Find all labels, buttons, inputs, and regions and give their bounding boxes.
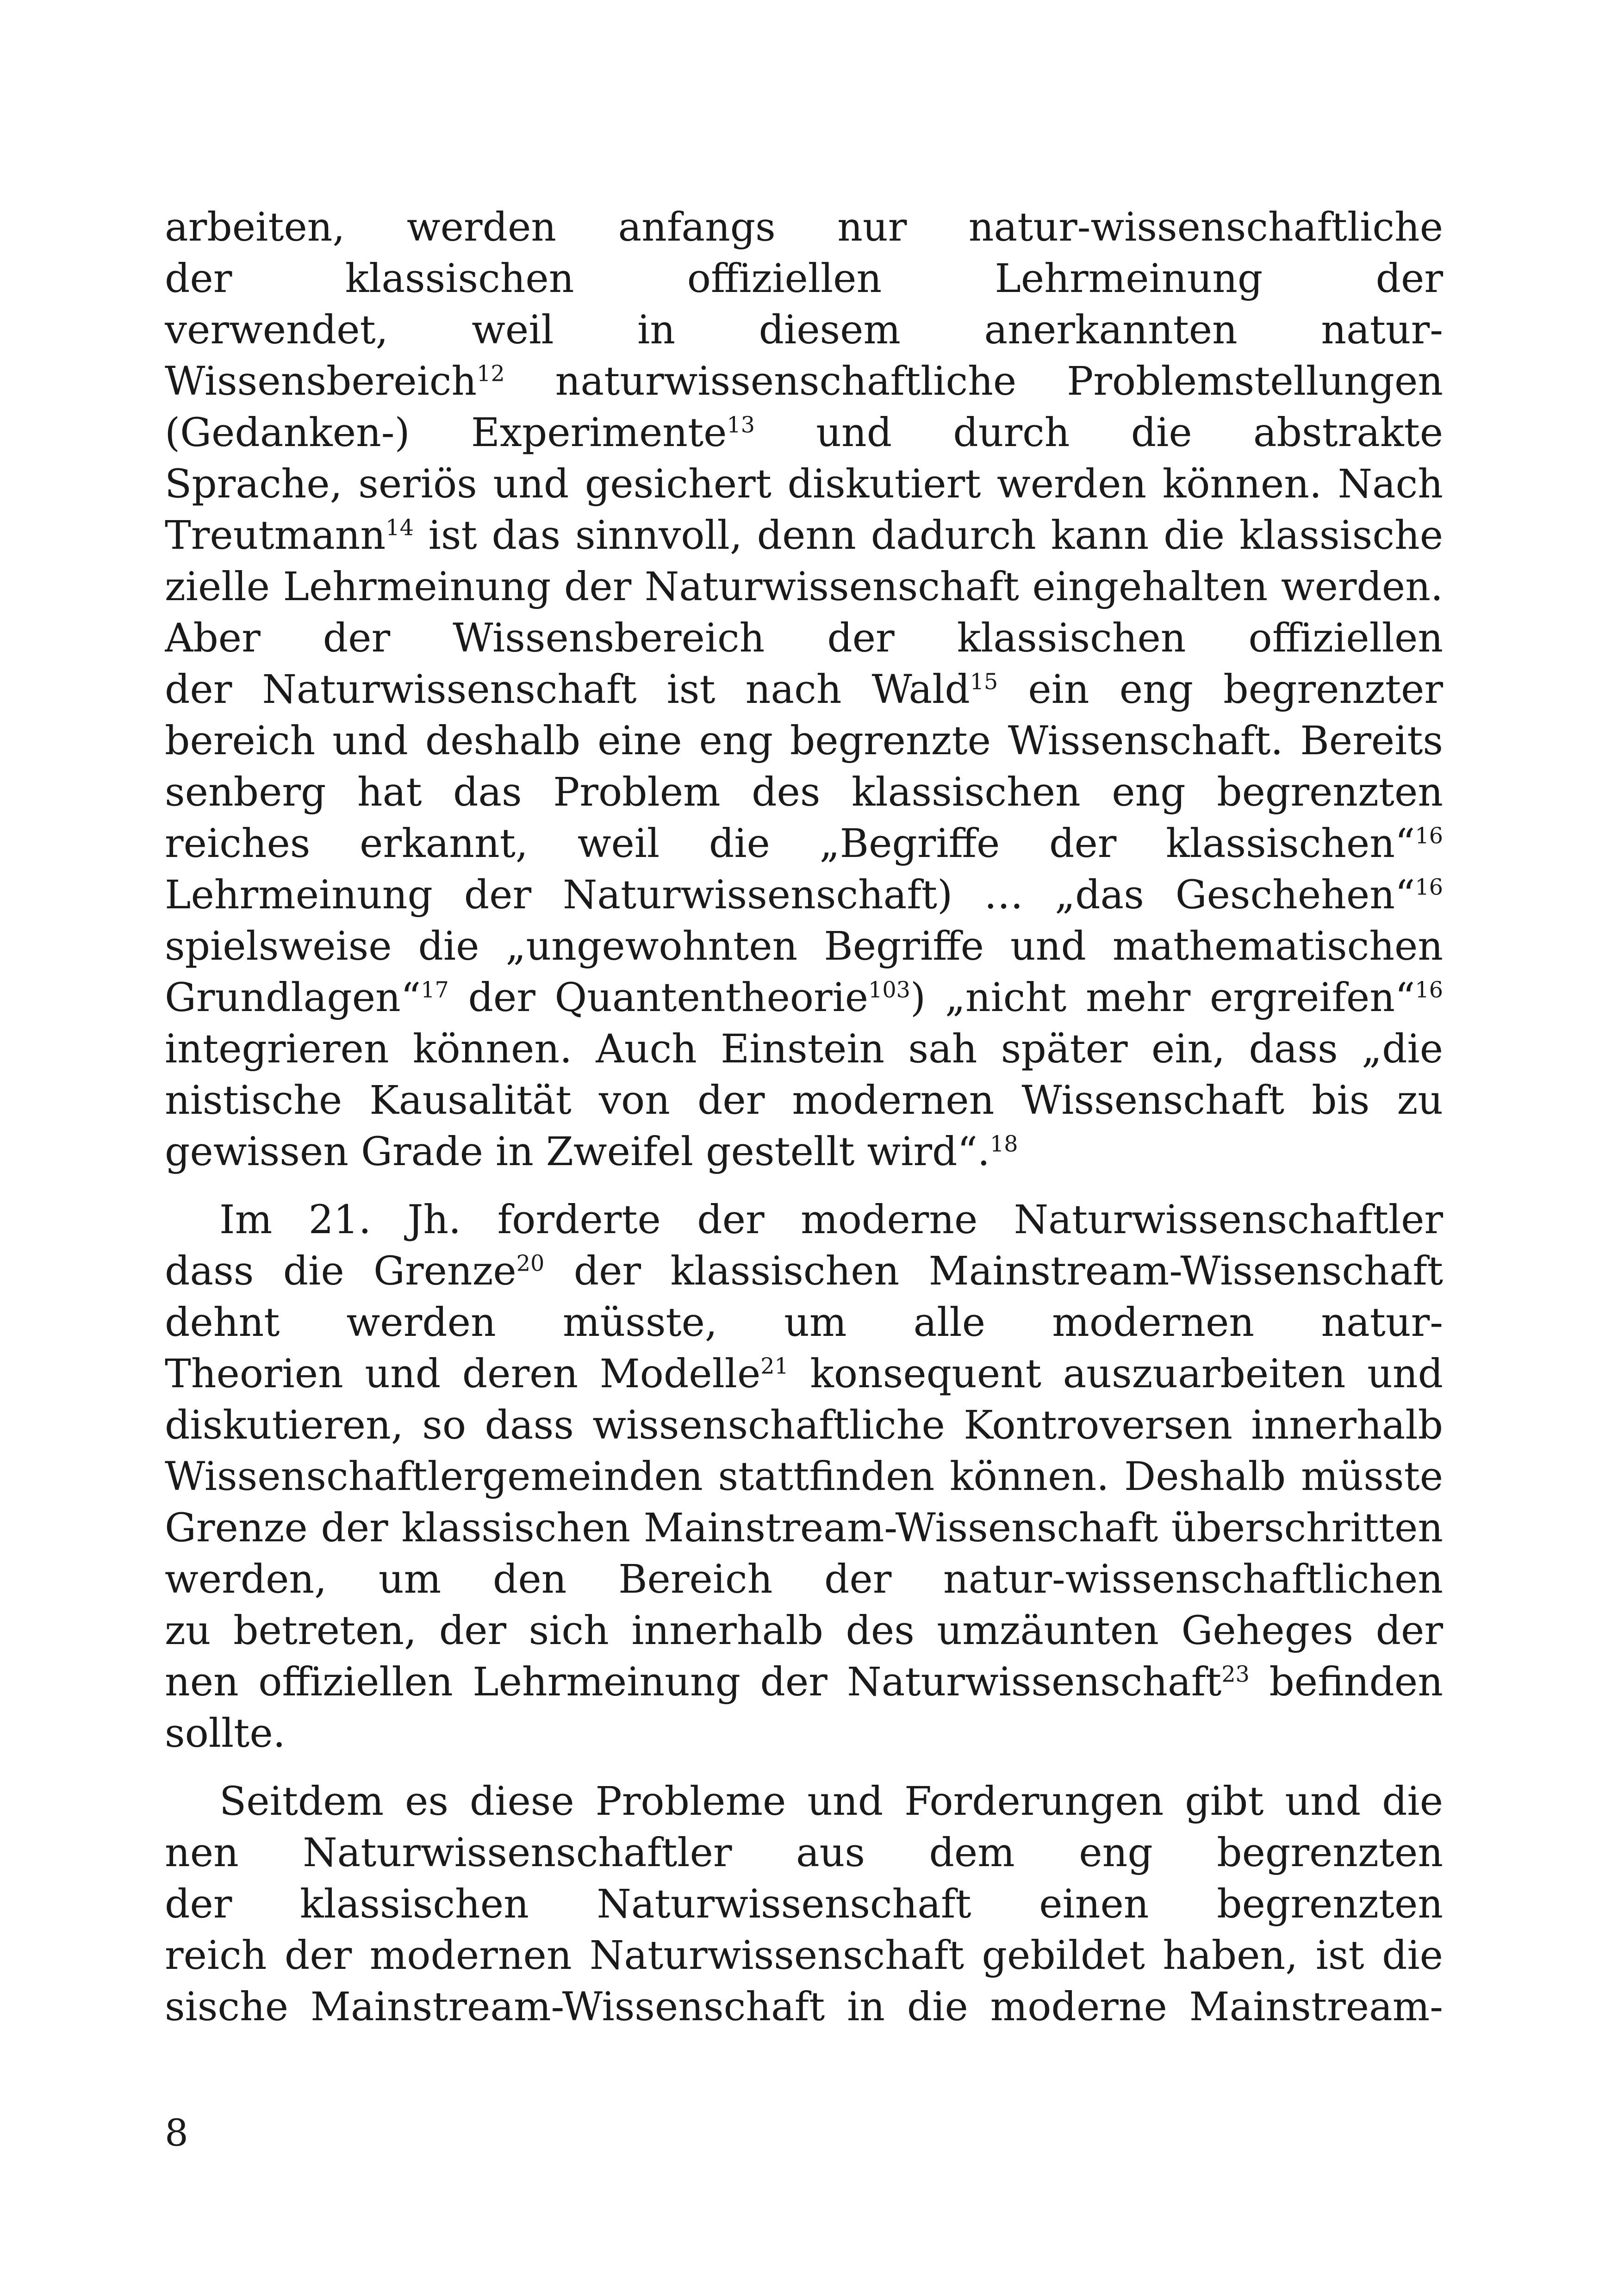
text-segment: nen offiziellen Lehrmeinung der Naturwissenschaft bbox=[165, 1659, 1222, 1705]
footnote-reference: 18 bbox=[989, 1131, 1018, 1157]
text-segment: Seitdem es diese Probleme und Forderungen gibt und die bbox=[219, 1779, 1443, 1824]
text-segment: ) „nicht mehr ergreifen“ bbox=[910, 975, 1415, 1021]
paragraph-2 bbox=[165, 1194, 1443, 1759]
footnote-reference: 23 bbox=[1221, 1662, 1250, 1688]
text-line bbox=[165, 1657, 1443, 1708]
text-line bbox=[165, 1776, 1443, 1827]
text-segment: dehnt werden müsste, um alle modernen natur- bbox=[165, 1300, 1443, 1346]
text-line bbox=[165, 1708, 1443, 1759]
text-segment: der Quantentheorie bbox=[448, 975, 869, 1021]
text-segment: und durch die abstrakte bbox=[816, 410, 1443, 456]
footnote-reference: 17 bbox=[421, 977, 449, 1003]
text-segment: senberg hat das Problem des klassischen eng begrenzten bbox=[165, 769, 1443, 815]
text-line bbox=[165, 869, 1443, 921]
text-line bbox=[165, 715, 1443, 767]
text-line bbox=[165, 356, 1443, 407]
text-line bbox=[165, 1554, 1443, 1605]
text-line bbox=[165, 1075, 1443, 1126]
text-segment: werden, um den Bereich der natur-wissenschaftlichen bbox=[165, 1557, 1443, 1602]
text-segment: (Gedanken-) Experimente bbox=[165, 410, 727, 456]
text-line bbox=[165, 459, 1443, 510]
text-line bbox=[165, 1024, 1443, 1075]
footnote-reference: 103 bbox=[868, 977, 910, 1003]
paragraph-1 bbox=[165, 202, 1443, 1178]
text-line bbox=[165, 1400, 1443, 1451]
text-line bbox=[165, 1297, 1443, 1348]
text-segment: zu betreten, der sich innerhalb des umzäunten Geheges der bbox=[165, 1608, 1443, 1654]
text-segment: sollte. bbox=[165, 1711, 286, 1756]
footnote-reference: 21 bbox=[760, 1353, 789, 1379]
text-segment: diskutieren, so dass wissenschaftliche Kontroversen innerhalb bbox=[165, 1402, 1443, 1448]
footnote-reference: 13 bbox=[727, 412, 755, 438]
text-line bbox=[165, 510, 1443, 561]
text-segment: dass die Grenze bbox=[165, 1248, 517, 1294]
text-segment: Wissenschaftlergemeinden stattfinden können. Deshalb müsste bbox=[165, 1454, 1443, 1500]
text-segment: verwendet, weil in diesem anerkannten natur- bbox=[165, 307, 1443, 353]
text-segment: befinden bbox=[1249, 1659, 1443, 1705]
text-line bbox=[165, 613, 1443, 664]
text-segment: reiches erkannt, weil die „Begriffe der klassischen“ bbox=[165, 821, 1415, 867]
text-line bbox=[165, 1194, 1443, 1246]
footnote-reference: 16 bbox=[1415, 875, 1443, 900]
footnote-reference: 16 bbox=[1415, 823, 1443, 849]
page-number: 8 bbox=[165, 2111, 188, 2154]
text-line bbox=[165, 304, 1443, 356]
text-segment: nistische Kausalität von der modernen Wissenschaft bis zu bbox=[165, 1078, 1443, 1123]
footnote-reference: 14 bbox=[386, 515, 414, 541]
text-line bbox=[165, 1246, 1443, 1297]
text-segment: bereich und deshalb eine eng begrenzte Wissenschaft. Bereits bbox=[165, 718, 1443, 764]
text-segment: Im 21. Jh. forderte der moderne Naturwissenschaftler bbox=[219, 1197, 1443, 1243]
text-segment: Lehrmeinung der Naturwissenschaft) … „das Geschehen“ bbox=[165, 872, 1415, 918]
text-line bbox=[165, 202, 1443, 253]
text-segment: der klassischen Mainstream-Wissenschaft bbox=[573, 1248, 1443, 1294]
text-line bbox=[165, 664, 1443, 715]
page-body bbox=[165, 202, 1443, 2033]
text-segment: der Naturwissenschaft ist nach Wald bbox=[165, 667, 970, 713]
text-line bbox=[165, 1981, 1443, 2033]
text-segment: sische Mainstream-Wissenschaft in die moderne Mainstream- bbox=[165, 1984, 1443, 2030]
text-segment: gewissen Grade in Zweifel gestellt wird“. bbox=[165, 1129, 990, 1175]
text-line bbox=[165, 407, 1443, 459]
footnote-reference: 16 bbox=[1415, 977, 1443, 1003]
text-segment: Aber der Wissensbereich der klassischen offiziellen bbox=[165, 615, 1443, 661]
text-line bbox=[165, 818, 1443, 869]
text-line bbox=[165, 1605, 1443, 1657]
text-segment: naturwissenschaftliche Problemstellungen bbox=[555, 359, 1443, 404]
text-segment: Theorien und deren Modelle bbox=[165, 1351, 761, 1397]
text-line bbox=[165, 1502, 1443, 1554]
text-segment: Sprache, seriös und gesichert diskutiert werden können. Nach bbox=[165, 461, 1443, 507]
text-line bbox=[165, 1451, 1443, 1502]
text-line bbox=[165, 972, 1443, 1024]
text-line bbox=[165, 253, 1443, 304]
text-segment: integrieren können. Auch Einstein sah später ein, dass „die bbox=[165, 1026, 1443, 1072]
text-segment: der klassischen offiziellen Lehrmeinung der bbox=[165, 256, 1443, 302]
text-line bbox=[165, 1126, 1443, 1178]
text-segment: reich der modernen Naturwissenschaft gebildet haben, ist die bbox=[165, 1933, 1443, 1979]
text-segment: nen Naturwissenschaftler aus dem eng begrenzten bbox=[165, 1830, 1443, 1876]
text-line bbox=[165, 921, 1443, 972]
text-segment: arbeiten, werden anfangs nur natur-wissenschaftliche bbox=[165, 205, 1443, 250]
text-segment: konsequent auszuarbeiten und bbox=[810, 1351, 1443, 1397]
text-segment: ein eng begrenzter bbox=[1028, 667, 1443, 713]
footnote-reference: 20 bbox=[516, 1251, 545, 1277]
text-line bbox=[165, 1879, 1443, 1930]
paragraph-3 bbox=[165, 1776, 1443, 2033]
text-line bbox=[165, 1348, 1443, 1400]
text-segment: Grenze der klassischen Mainstream-Wissenschaft überschritten bbox=[165, 1505, 1443, 1551]
text-segment: Grundlagen“ bbox=[165, 975, 421, 1021]
text-segment: der klassischen Naturwissenschaft einen begrenzten bbox=[165, 1881, 1443, 1927]
text-segment: Wissensbereich bbox=[165, 359, 477, 404]
text-segment: spielsweise die „ungewohnten Begriffe und mathematischen bbox=[165, 924, 1443, 969]
text-segment: ist das sinnvoll, denn dadurch kann die klassische bbox=[428, 513, 1443, 558]
text-line bbox=[165, 1827, 1443, 1879]
text-segment: zielle Lehrmeinung der Naturwissenschaft eingehalten werden. bbox=[165, 564, 1443, 610]
text-line bbox=[165, 561, 1443, 613]
footnote-reference: 15 bbox=[970, 669, 998, 695]
footnote-reference: 12 bbox=[477, 361, 505, 387]
text-line bbox=[165, 1930, 1443, 1981]
text-line bbox=[165, 767, 1443, 818]
text-segment: Treutmann bbox=[165, 513, 386, 558]
